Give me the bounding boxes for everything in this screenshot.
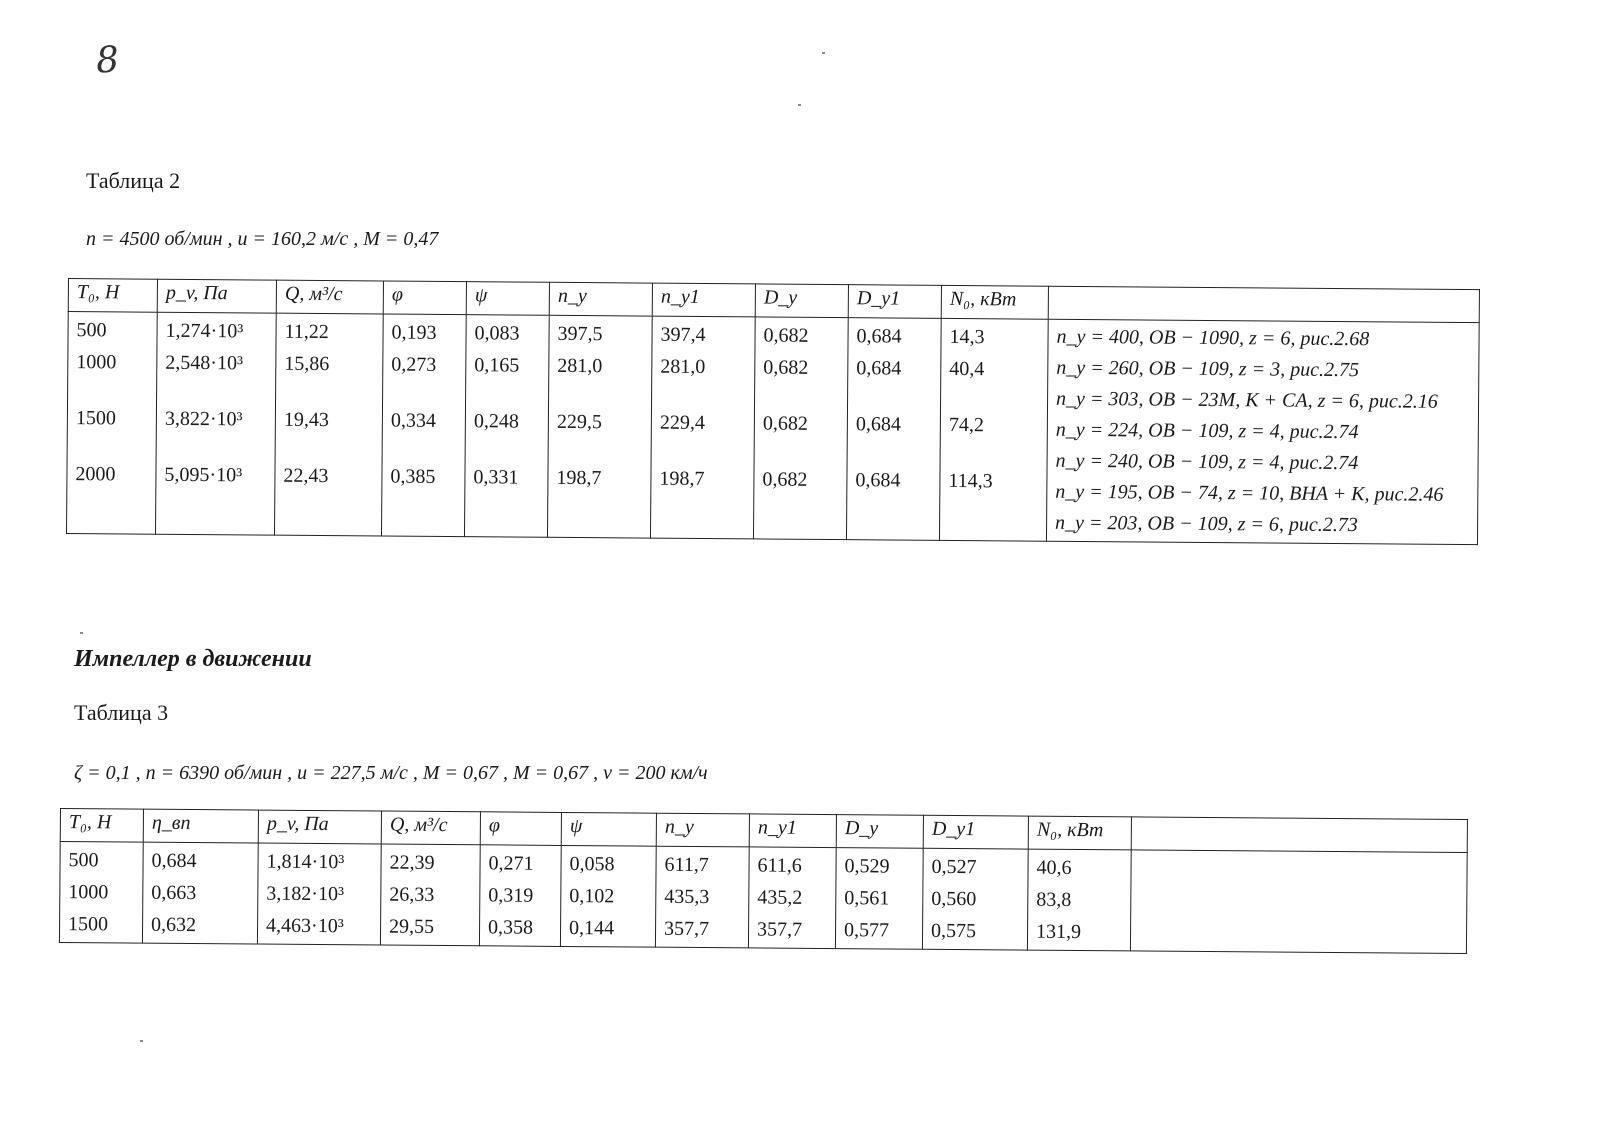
table3-header-cell: p_v, Па	[258, 810, 381, 844]
table2-header-cell: n_y	[549, 282, 652, 316]
table3-notes-empty	[1130, 850, 1467, 954]
table-cell: 397,4	[660, 323, 706, 347]
table3-header-cell: T₀, H	[60, 809, 143, 843]
row-gap	[557, 438, 643, 463]
table-cell: 229,4	[659, 411, 705, 435]
table3-header-cell: n_y	[656, 813, 749, 847]
row-gap	[284, 380, 374, 405]
table-cell: 0,682	[763, 356, 809, 379]
scan-speck	[140, 1040, 143, 1042]
table2-header-cell: φ	[383, 281, 466, 315]
table-cell: 435,3	[664, 885, 710, 909]
table-cell: 0,663	[151, 881, 197, 905]
table2-col-psi	[464, 315, 549, 538]
table-cell: 281,0	[660, 355, 706, 379]
section-heading: Импеллер в движении	[74, 646, 312, 672]
note-line: n_y = 195, OB − 74, z = 10, BHA + K, рис.2.46	[1055, 480, 1444, 506]
note-line: n_y = 224, OB − 109, z = 4, рис.2.74	[1055, 418, 1359, 444]
table-cell: 0,385	[390, 465, 436, 488]
table-cell: 29,55	[388, 915, 435, 938]
table-cell: 22,43	[283, 464, 329, 488]
table-cell: 22,39	[389, 851, 435, 874]
table-cell: 357,7	[756, 918, 803, 941]
table3-caption: Таблица 3	[74, 700, 169, 725]
table3-col-Dy	[835, 848, 923, 950]
table2-header-cell: ψ	[466, 282, 549, 316]
table-cell: 14,3	[949, 325, 985, 349]
table-cell: 397,5	[557, 322, 603, 346]
table-cell: 198,7	[556, 466, 602, 490]
note-line: n_y = 260, OB − 109, z = 3, рис.2.75	[1056, 356, 1360, 382]
table-cell: 5,095·10³	[164, 463, 243, 487]
table3-header-cell	[1131, 817, 1467, 853]
table3-header-cell: Q, м³/с	[381, 811, 480, 845]
row-gap	[763, 439, 839, 464]
table2-header-cell: p_v, Па	[157, 279, 276, 313]
table3-col-N0	[1027, 849, 1131, 951]
table-cell: 500	[76, 319, 107, 342]
table-cell: 0,632	[150, 913, 197, 937]
table3-params: ζ = 0,1 , n = 6390 об/мин , u = 227,5 м/с , M = 0,67 , M = 0,67 , v = 200 км/ч	[74, 762, 708, 784]
row-gap	[474, 437, 540, 462]
table2-header-cell: n_y1	[652, 283, 755, 317]
table-cell: 0,273	[391, 353, 437, 376]
table2-notes	[1046, 319, 1479, 544]
table3-col-ny1	[748, 847, 836, 949]
table-cell: 611,6	[757, 854, 802, 877]
table3-body-row	[59, 842, 1467, 954]
table2-header-cell: Q, м³/с	[276, 280, 383, 314]
row-gap	[75, 490, 147, 515]
row-gap	[660, 383, 746, 408]
table-cell: 131,9	[1035, 920, 1082, 944]
table-cell: 40,6	[1036, 856, 1072, 879]
scan-speck	[80, 632, 83, 634]
row-gap	[949, 385, 1039, 410]
table-cell: 0,331	[473, 466, 519, 489]
table-cell: 0,193	[391, 321, 437, 344]
row-gap	[763, 383, 839, 408]
table2-header-cell: N₀, кВт	[941, 285, 1048, 319]
table-cell: 1500	[68, 913, 109, 936]
row-gap	[76, 434, 148, 459]
table3-header-cell: φ	[480, 812, 561, 846]
table-cell: 0,248	[473, 410, 519, 433]
table-cell: 1,274·10³	[165, 319, 244, 343]
table2-col-Dy	[753, 317, 848, 540]
table2-col-ny1	[650, 316, 755, 539]
table2-header-cell: D_y	[755, 284, 848, 318]
scan-speck	[822, 52, 825, 54]
table3-col-phi	[479, 845, 561, 947]
table-cell: 4,463·10³	[265, 914, 344, 938]
table-cell: 500	[68, 849, 99, 872]
table3-header-cell: D_y1	[923, 815, 1028, 849]
table-cell: 0,682	[762, 412, 808, 435]
table-cell: 1000	[76, 351, 117, 374]
table-cell: 0,144	[568, 917, 615, 940]
row-gap	[391, 381, 457, 406]
table-cell: 198,7	[659, 467, 705, 491]
row-gap	[557, 382, 643, 407]
table-cell: 0,165	[474, 354, 520, 377]
table-cell: 1,814·10³	[266, 850, 345, 874]
table-cell: 11,22	[284, 320, 329, 344]
note-line: n_y = 240, OB − 109, z = 4, рис.2.74	[1055, 449, 1359, 475]
table-cell: 0,577	[843, 919, 890, 942]
table-cell: 40,4	[949, 357, 985, 381]
table2-params: n = 4500 об/мин , u = 160,2 м/с , M = 0,47	[86, 228, 439, 250]
table-cell: 0,102	[569, 885, 615, 908]
table-cell: 114,3	[948, 469, 993, 493]
row-gap	[660, 439, 746, 464]
table-cell: 0,684	[856, 357, 902, 380]
row-gap	[165, 435, 267, 460]
table2-col-T0	[66, 312, 157, 535]
table-cell: 357,7	[663, 917, 710, 941]
table-cell: 435,2	[757, 886, 803, 909]
table2	[66, 278, 1480, 545]
scan-speck	[798, 104, 801, 106]
table-cell: 2,548·10³	[165, 351, 244, 375]
table-cell: 2000	[75, 463, 116, 486]
table-cell: 0,560	[931, 887, 977, 911]
table-cell: 0,684	[151, 849, 197, 873]
table3-col-Dy1	[922, 848, 1028, 950]
table2-col-ny	[547, 315, 652, 538]
table-cell: 0,358	[487, 916, 534, 939]
table2-col-N0	[939, 318, 1048, 541]
table-cell: 0,561	[844, 887, 890, 910]
table3-header-cell: ψ	[561, 812, 656, 846]
table3-col-eta	[142, 842, 258, 944]
row-gap	[391, 437, 457, 462]
row-gap	[474, 381, 540, 406]
table-cell: 0,684	[855, 469, 901, 492]
table3-header-cell: N₀, кВт	[1028, 816, 1131, 850]
table-cell: 26,33	[389, 883, 435, 906]
table-cell: 0,319	[488, 884, 534, 907]
page-number: 8	[94, 39, 121, 82]
table2-header-cell: T₀, H	[68, 279, 157, 313]
table-cell: 83,8	[1036, 888, 1072, 911]
table-cell: 0,527	[931, 855, 977, 879]
table-cell: 0,271	[488, 852, 534, 875]
note-line: n_y = 303, OB − 23M, K + CA, z = 6, рис.2.16	[1055, 387, 1438, 413]
table3	[59, 808, 1468, 954]
table-cell: 19,43	[283, 408, 329, 432]
table-cell: 611,7	[664, 853, 709, 877]
note-line: n_y = 203, OB − 109, z = 6, рис.2.73	[1055, 511, 1358, 537]
table3-header-cell: n_y1	[749, 814, 836, 848]
table2-header-cell: D_y1	[848, 285, 941, 319]
table3-header-cell: D_y	[836, 815, 923, 849]
table-cell: 0,684	[855, 413, 901, 436]
row-gap	[856, 384, 932, 409]
table-cell: 3,182·10³	[266, 882, 345, 906]
table-cell: 229,5	[556, 410, 602, 434]
table-cell: 0,529	[844, 855, 890, 878]
table3-col-psi	[560, 845, 656, 947]
row-gap	[856, 440, 932, 465]
table3-col-ny	[655, 846, 749, 948]
table2-caption: Таблица 2	[86, 168, 181, 193]
table3-header-cell: η_вп	[143, 809, 258, 843]
table-cell: 0,083	[474, 322, 520, 345]
table-cell: 281,0	[557, 354, 603, 378]
table3-col-pv	[257, 843, 381, 945]
table-cell: 15,86	[284, 352, 330, 376]
table-cell: 0,575	[930, 919, 977, 943]
note-line: n_y = 400, OB − 1090, z = 6, рис.2.68	[1056, 325, 1370, 351]
table2-header-cell	[1048, 286, 1479, 322]
table3-col-T0	[59, 842, 143, 944]
table2-col-phi	[381, 314, 466, 537]
table3-col-Q	[380, 844, 480, 946]
row-gap	[949, 441, 1039, 466]
row-gap	[76, 378, 148, 403]
table2-body-row	[66, 312, 1479, 545]
table-cell: 74,2	[948, 413, 984, 437]
table-cell: 0,058	[569, 853, 615, 876]
table-cell: 0,334	[390, 409, 436, 432]
row-gap	[165, 379, 267, 404]
table-cell: 0,684	[856, 325, 902, 348]
table-cell: 1500	[75, 407, 116, 430]
table-cell: 0,682	[763, 324, 809, 347]
table-cell: 1000	[68, 881, 109, 904]
table-cell: 3,822·10³	[164, 407, 243, 431]
table2-col-pv	[155, 312, 276, 535]
table-cell: 0,682	[762, 468, 808, 491]
row-gap	[284, 436, 374, 461]
table2-col-Dy1	[846, 318, 941, 541]
table2-col-Q	[274, 313, 383, 536]
